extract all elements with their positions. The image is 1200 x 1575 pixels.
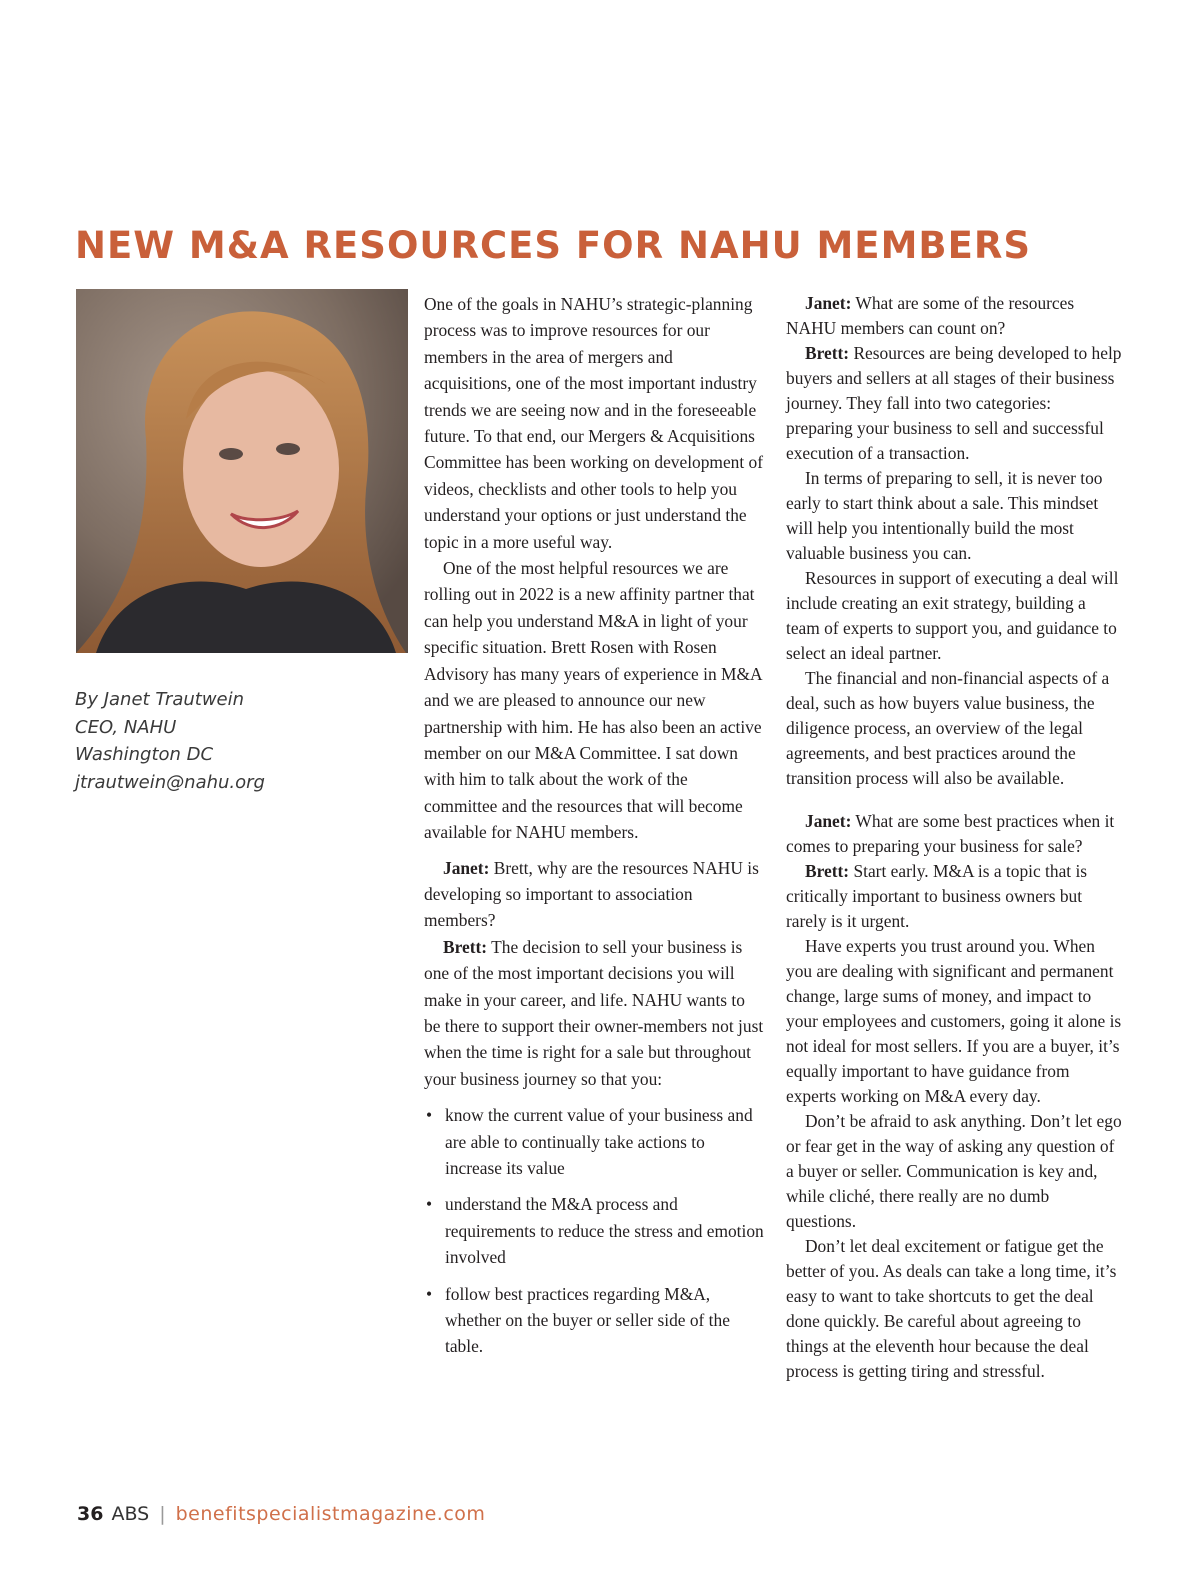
paragraph: Resources in support of executing a deal will include creating an exit strategy, building a team of experts to support you, and guidance to select an ideal partner. (786, 568, 1119, 663)
speaker-label: Brett: (805, 861, 850, 881)
article-column-middle (424, 291, 764, 1370)
speaker-label: Janet: (443, 857, 490, 878)
answer-text: Start early. M&A is a topic that is critically important to business owners but rarely is it urgent. (786, 861, 1088, 931)
speaker-label: Brett: (443, 936, 488, 957)
byline-author: By Janet Trautwein (75, 689, 245, 710)
byline-email[interactable]: jtrautwein@nahu.org (75, 771, 265, 793)
article-column-right (786, 291, 1122, 1384)
paragraph: Don’t be afraid to ask anything. Don’t let ego or fear get in the way of asking any question of a buyer or seller. Communication is key and, while cliché, there really are no dumb questions. (786, 1111, 1122, 1231)
bullet-icon: • (426, 1105, 433, 1126)
list-item (424, 1102, 764, 1181)
paragraph: One of the goals in NAHU’s strategic-planning process was to improve resources for our members in the area of mergers and acquisitions, one of the most important industry trends we are seeing now and in the foreseeable future. To that end, our Mergers & Acquisitions Committee has been working on development of videos, checklists and other tools to help you understand your options or just understand the topic in a more useful way. (424, 294, 764, 552)
publication-name: ABS (111, 1503, 150, 1525)
paragraph: In terms of preparing to sell, it is never too early to start think about a sale. This mindset will help you intentionally build the most valuable business you can. (786, 468, 1103, 563)
author-photo (76, 289, 408, 653)
question-text: What are some best practices when it comes to preparing your business for sale? (786, 811, 1115, 856)
paragraph: Have experts you trust around you. When you are dealing with significant and permanent change, large sums of money, and impact to your employees and customers, going it alone is not ideal for most sellers. If you are a buyer, it’s equally important to have guidance from experts working on M&A every day. (786, 936, 1122, 1106)
bullet-list (424, 1102, 764, 1360)
answer-text: The decision to sell your business is one of the most important decisions you will make in your career, and life. NAHU wants to be there to support their owner-members not just when the time is right for a sale but throughout your business journey so that you: (424, 936, 764, 1089)
question-text: Brett, why are the resources NAHU is developing so important to association members? (424, 857, 759, 931)
article-title: NEW M&A RESOURCES FOR NAHU MEMBERS (75, 224, 1032, 267)
interview-question (424, 855, 764, 934)
list-item-text: know the current value of your business and are able to continually take actions to increase its value (445, 1105, 753, 1178)
byline-location: Washington DC (75, 744, 214, 765)
question-text: What are some of the resources NAHU members can count on? (786, 293, 1075, 338)
list-item (424, 1281, 764, 1360)
interview-question (786, 809, 1122, 859)
speaker-label: Janet: (805, 811, 852, 831)
bullet-icon: • (426, 1283, 433, 1304)
answer-text: Resources are being developed to help buyers and sellers at all stages of their business journey. They fall into two categories: preparing your business to sell and successful execution of a transaction. (786, 343, 1122, 463)
byline-role: CEO, NAHU (75, 716, 177, 738)
paragraph: One of the most helpful resources we are rolling out in 2022 is a new affinity partner that can help you understand M&A in light of your specific situation. Brett Rosen with Rosen Advisory has many years of experience in M&A and we are pleased to announce our new partnership with him. He has also been an active member on our M&A Committee. I sat down with him to talk about the work of the committee and the resources that will become available for NAHU members. (424, 558, 762, 843)
list-item-text: follow best practices regarding M&A, whether on the buyer or seller side of the table. (445, 1283, 730, 1357)
list-item-text: understand the M&A process and requirements to reduce the stress and emotion involved (445, 1194, 764, 1268)
page-number: 36 (77, 1503, 104, 1525)
bullet-icon: • (426, 1194, 433, 1215)
speaker-label: Janet: (805, 293, 852, 313)
interview-answer (424, 934, 764, 1092)
list-item (424, 1191, 764, 1270)
interview-answer (786, 859, 1122, 934)
footer-separator: | (159, 1503, 166, 1525)
interview-answer (786, 341, 1122, 466)
speaker-label: Brett: (805, 343, 850, 363)
footer-url-link[interactable]: benefitspecialistmagazine.com (175, 1503, 486, 1525)
page-footer (77, 1503, 485, 1525)
interview-question (786, 291, 1122, 341)
paragraph: The financial and non-financial aspects of a deal, such as how buyers value business, the diligence process, an overview of the legal agreements, and best practices around the transition process will also be available. (786, 668, 1110, 788)
paragraph: Don’t let deal excitement or fatigue get the better of you. As deals can take a long time, it’s easy to want to take shortcuts to get the deal done quickly. Be careful about agreeing to things at the eleventh hour because the deal process is getting tiring and stressful. (786, 1236, 1117, 1381)
author-byline (75, 686, 395, 796)
